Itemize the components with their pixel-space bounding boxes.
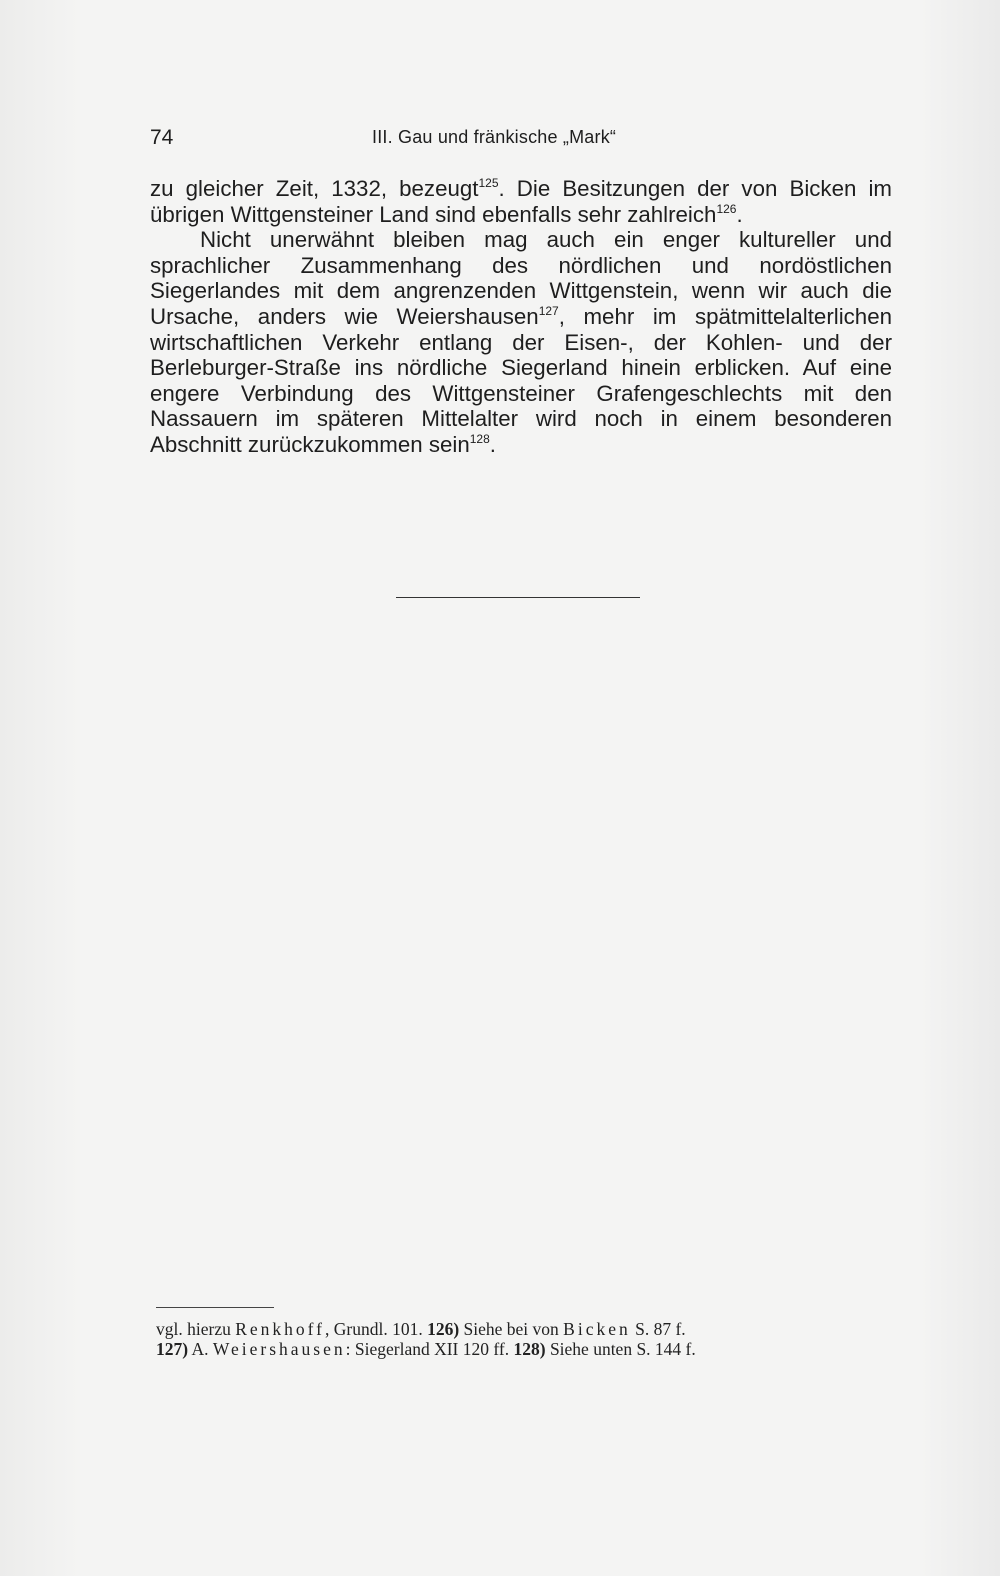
running-title: III. Gau und fränkische „Mark“ (372, 127, 617, 147)
text-run: Nicht unerwähnt bleiben mag auch ein enger kultureller und sprachlicher Zusammenhang des nördlichen und nordöstlichen Siegerlandes mit dem angrenzenden Wittgenstein, wenn wir auch die Ursache, anders wie Weiershausen (150, 227, 892, 329)
text-run: . Die Besitzungen der von Bicken im übrigen Wittgensteiner Land sind ebenfalls sehr zahlreich (150, 176, 892, 227)
paragraph-1 (150, 176, 892, 227)
text-run: . (736, 201, 743, 227)
running-head (150, 126, 892, 156)
footnote-text: vgl. hierzu (156, 1319, 236, 1339)
footnote-line-1 (156, 1319, 892, 1339)
footnote-number: 127) (156, 1339, 189, 1359)
footnote-text: : Siegerland XII 120 ff. (345, 1339, 514, 1359)
text-run: . (489, 431, 496, 457)
footnote-ref-127: 127 (538, 303, 559, 318)
text-run: , mehr im spätmittelalterlichen wirtschaftlichen Verkehr entlang der Eisen-, der Kohlen- und der Berleburger-Straße ins nördliche Siegerland hinein erblicken. Auf eine engere Verbindung des Wittgensteiner Grafengeschlechts mit den Nassauern im späteren Mittelalter wird noch in einem besonderen Abschnitt zurückzukommen sein (150, 303, 892, 457)
footnote-text: Siehe bei von (459, 1319, 564, 1339)
author-name: Renkhoff (235, 1319, 325, 1339)
text-run: zu gleicher Zeit, 1332, bezeugt (150, 176, 479, 201)
footnote-text: A. (188, 1339, 213, 1359)
section-end-rule (396, 597, 640, 598)
page-number: 74 (150, 126, 174, 149)
footnote-text: S. 87 f. (630, 1319, 686, 1339)
author-name: Weiershausen (212, 1339, 346, 1359)
footnote-text: Siehe unten S. 144 f. (545, 1339, 696, 1359)
footnotes (156, 1319, 892, 1359)
footnote-number: 128) (513, 1339, 546, 1359)
footnote-ref-126: 126 (716, 201, 737, 216)
footnote-text: , Grundl. 101. (325, 1319, 428, 1339)
footnote-ref-128: 128 (469, 431, 490, 446)
paragraph-2 (150, 227, 892, 457)
footnote-separator (156, 1307, 274, 1308)
footnote-number: 126) (427, 1319, 460, 1339)
main-text (150, 176, 892, 458)
footnote-line-2 (156, 1339, 892, 1359)
author-name: Bicken (563, 1319, 631, 1339)
footnote-ref-125: 125 (478, 176, 499, 190)
